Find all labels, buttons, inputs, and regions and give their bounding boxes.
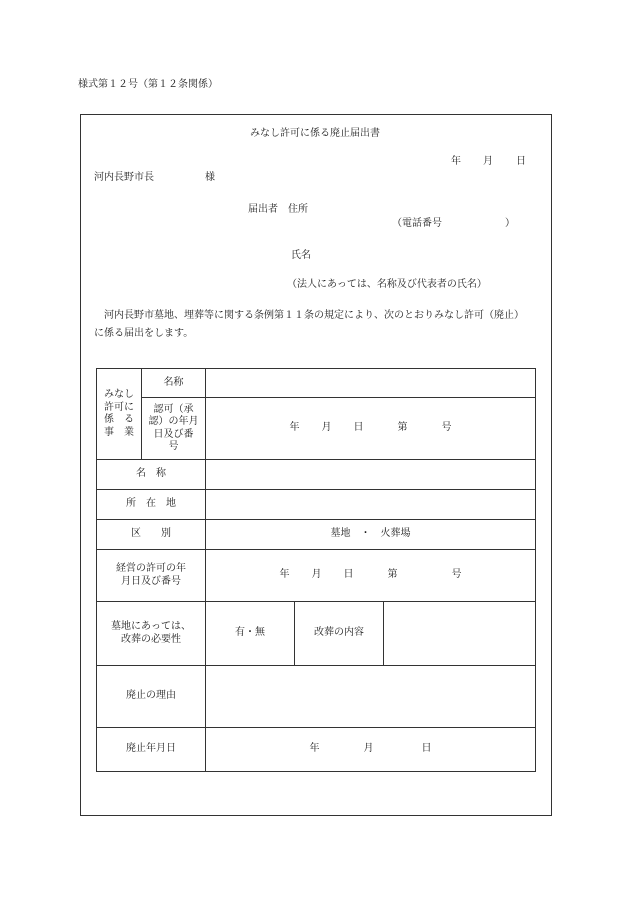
location-label: 所 在 地 [126, 498, 176, 510]
location-input-cell[interactable] [206, 490, 536, 520]
addressee-honorific: 様 [205, 172, 215, 183]
group-label-cell [97, 369, 142, 460]
reburial-value: 有・無 [235, 627, 265, 639]
reburial-value-cell[interactable] [206, 602, 295, 666]
name-input-cell[interactable] [206, 369, 536, 398]
permit-value-cell[interactable] [206, 550, 536, 602]
table-row [97, 520, 536, 550]
category-label: 区 別 [131, 528, 171, 540]
date-year-label: 年 [451, 156, 461, 167]
category-label-cell [97, 520, 206, 550]
applicant-name-label: 氏名 [291, 250, 311, 261]
group-label: みなし 許可に 係 る 事 業 [104, 389, 134, 438]
phone-close-paren: ） [505, 218, 515, 229]
approval-label: 認可（承 認）の年月 日及び番 号 [148, 403, 199, 452]
abolition-date-label-cell [97, 728, 206, 772]
corporation-note: （法人にあっては、名称及び代表者の氏名） [287, 279, 487, 290]
document-title: みなし許可に係る廃止届出書 [250, 128, 380, 139]
reason-label: 廃止の理由 [126, 690, 176, 702]
details-table [96, 368, 536, 772]
category-value-cell[interactable] [206, 520, 536, 550]
table-row [97, 398, 536, 460]
approval-date-number: 年 月 日 第 号 [289, 422, 452, 434]
permit-date-number: 年 月 日 第 号 [279, 569, 462, 581]
reburial-label: 墓地にあっては、 改葬の必要性 [111, 621, 191, 645]
place-name-label-cell [97, 460, 206, 490]
table-row [97, 550, 536, 602]
category-value: 墓地 ・ 火葬場 [330, 528, 411, 540]
table-row [97, 728, 536, 772]
name-label: 名称 [163, 376, 184, 388]
table-row [97, 666, 536, 728]
reburial-content-input-cell[interactable] [384, 602, 536, 666]
addressee: 河内長野市長 [94, 172, 154, 183]
permit-label-cell [97, 550, 206, 602]
approval-value-cell[interactable] [206, 398, 536, 460]
place-name-input-cell[interactable] [206, 460, 536, 490]
reburial-content-label: 改葬の内容 [314, 627, 364, 639]
location-label-cell [97, 490, 206, 520]
applicant-address-label: 届出者 住所 [248, 204, 308, 215]
abolition-date-label: 廃止年月日 [126, 743, 176, 755]
date-day-label: 日 [516, 156, 526, 167]
place-name-label: 名 称 [136, 468, 166, 480]
permit-label: 経営の許可の年 月日及び番号 [116, 563, 186, 587]
form-reference: 様式第１２号（第１２条関係） [78, 79, 218, 90]
abolition-date-value-cell[interactable] [206, 728, 536, 772]
reason-label-cell [97, 666, 206, 728]
reason-input-cell[interactable] [206, 666, 536, 728]
abolition-date-value: 年 月 日 [309, 743, 432, 755]
reburial-label-cell [97, 602, 206, 666]
date-month-label: 月 [483, 156, 493, 167]
statement-paragraph: 河内長野市墓地、埋葬等に関する条例第１１条の規定により、次のとおりみなし許可（廃止）に係る届出をします。 [94, 310, 524, 339]
approval-label-cell [142, 398, 206, 460]
table-row [97, 369, 536, 398]
table-row [97, 602, 536, 666]
name-label-cell [142, 369, 206, 398]
phone-label: （電話番号 [392, 218, 442, 229]
table-row [97, 490, 536, 520]
reburial-content-label-cell [295, 602, 384, 666]
table-row [97, 460, 536, 490]
